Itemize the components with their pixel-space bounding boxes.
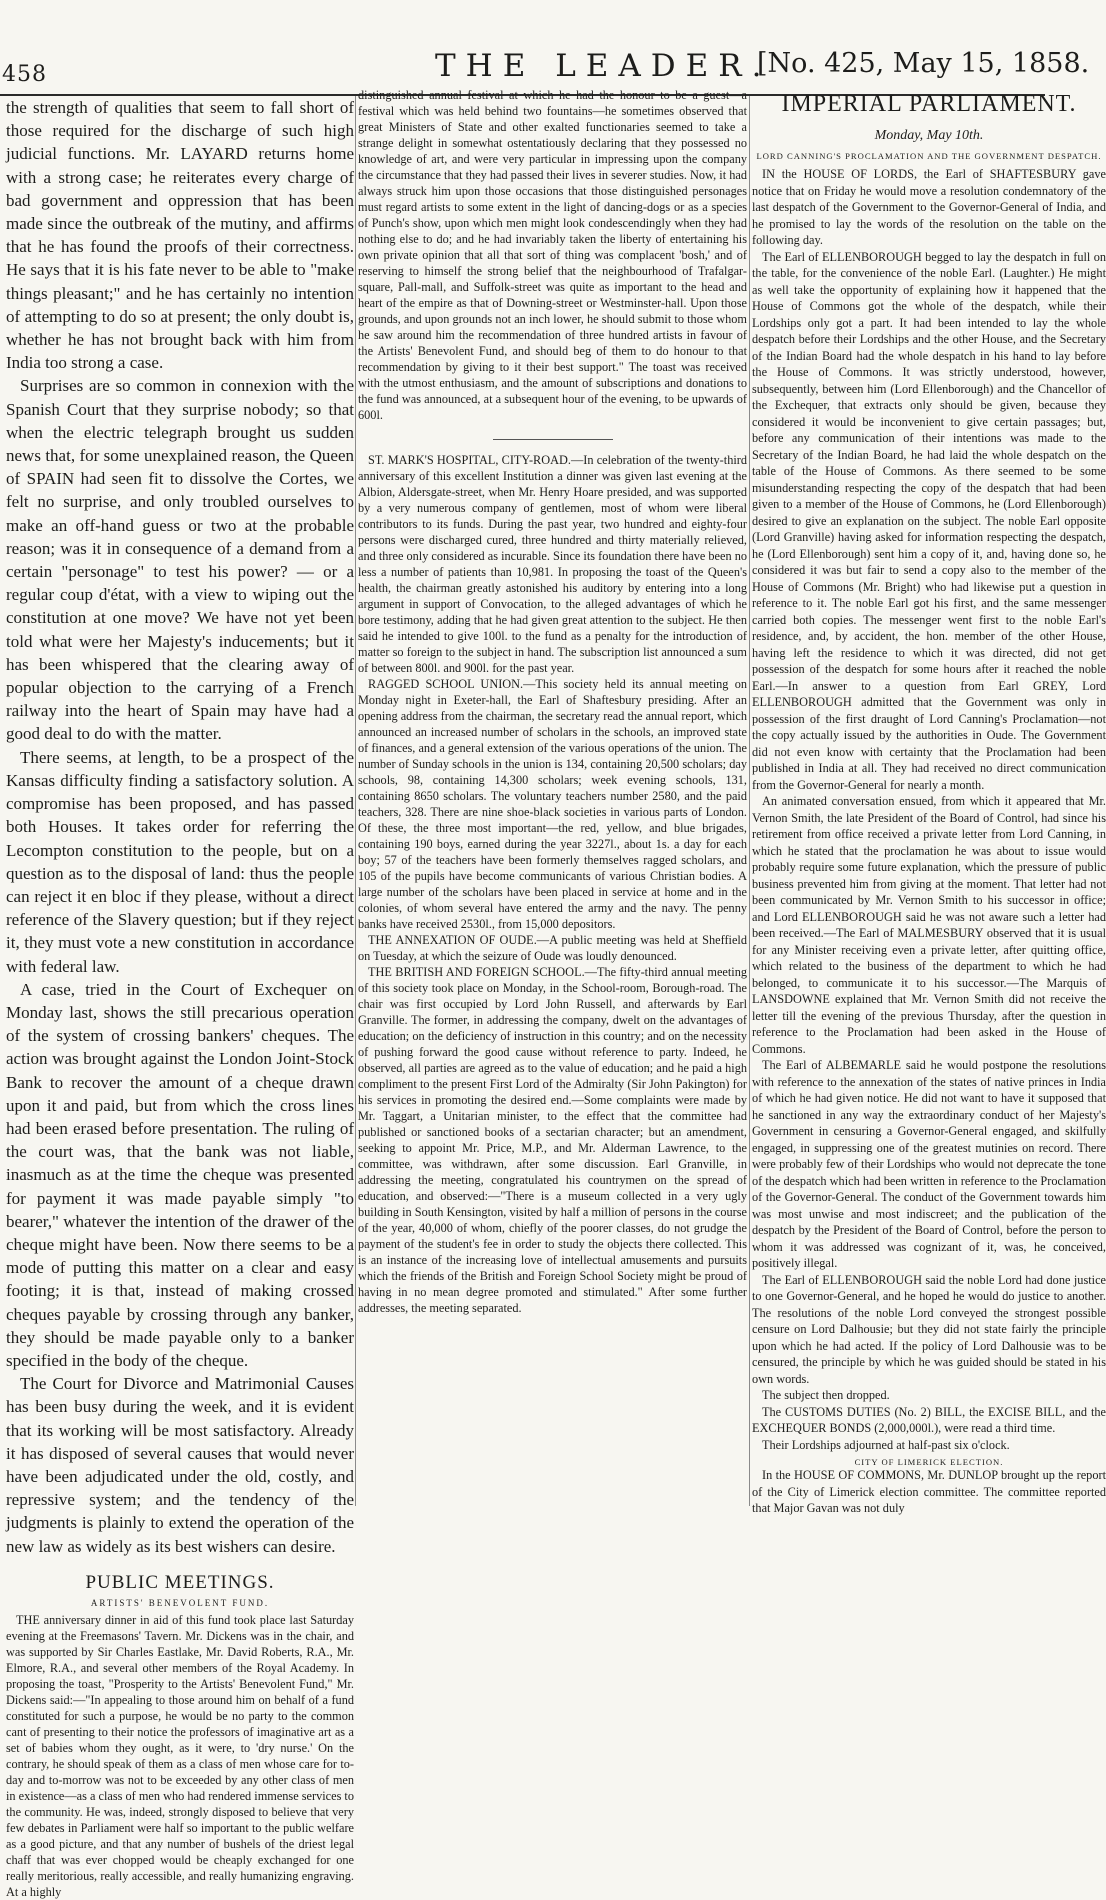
article-paragraph: THE ANNEXATION OF OUDE.—A public meeting was held at Sheffield on Tuesday, at which the seizure of Oude was loudly denounced.	[358, 933, 747, 963]
column-divider	[749, 96, 750, 1506]
section-heading-imperial-parliament: IMPERIAL PARLIAMENT.	[781, 91, 1077, 117]
page-number: 458	[2, 62, 47, 87]
article-paragraph: The CUSTOMS DUTIES (No. 2) BILL, the EXCISE BILL, and the EXCHEQUER BONDS (2,000,000l.), were read a third time.	[752, 1404, 1106, 1435]
article-paragraph: ST. MARK'S HOSPITAL, CITY-ROAD.—In celebration of the twenty-third anniversary of this excellent Institution a dinner was given last evening at the Albion, Aldersgate-street, when Mr. Henry Hoare presided, and was supported by a very numerous company of gentlemen, most of whom were liberal contributors to its funds. During the past year, two hundred and eighty-four persons were discharged cured, three hundred and thirty materially relieved, and three only considered as incurable. Since its foundation there have been no less a number of patients than 10,981. In proposing the toast of the Queen's health, the chairman greatly astonished his auditory by entering into a long argument in support of Convocation, to the alleged advantages of which he bore testimony, adding that he had given great attention to the subject. He then said he intended to give 100l. to the fund as a penalty for the introduction of matter so foreign to the subject in hand. The subscription list announced a sum of between 800l. and 900l. for the past year.	[358, 453, 747, 675]
article-paragraph: In the HOUSE OF COMMONS, Mr. DUNLOP brought up the report of the City of Limerick election committee. The committee reported that Major Gavan was not duly	[752, 1468, 1106, 1515]
article-paragraph: Their Lordships adjourned at half-past six o'clock.	[762, 1437, 1010, 1452]
article-paragraph: The Earl of ALBEMARLE said he would postpone the resolutions with reference to the annexation of the states of native princes in India of which he had given notice. He did not want to have it supposed that he sanctioned in any way the extraordinary conduct of her Majesty's Government in censuring a Governor-General engaged, and skilfully engaged, in suppressing one of the greatest mutinies on record. There were probably few of their Lordships who would not deprecate the tone of the despatch which had been written in reference to the Proclamation of the Governor-General. The conduct of the Government towards him was most unwise and most indiscreet; and the publication of the despatch by the President of the Board of Control, before the person to whom it was addressed was cognizant of it, was, he conceived, positively illegal.	[752, 1058, 1106, 1270]
section-subheading: CITY OF LIMERICK ELECTION.	[854, 1457, 1004, 1467]
article-paragraph: An animated conversation ensued, from which it appeared that Mr. Vernon Smith, the late President of the Board of Control, had since his retirement from office received a private letter from Lord Canning, in which he stated that the proclamation he was about to issue would probably require some future explanation, which the pressure of public business prevented him from giving at the moment. That letter had not been communicated by Mr. Vernon Smith to his successor in office; and Lord ELLENBOROUGH said he was not aware such a letter had been received.—The Earl of MALMESBURY observed that it is usual for any Minister receiving even a private letter, after quitting office, which related to the business of the department to which he had belonged, to communicate it to his successor.—The Marquis of LANSDOWNE explained that Mr. Vernon Smith did not receive the letter till the evening of the previous Thursday, after the question in reference to the Proclamation had been asked in the House of Commons.	[752, 794, 1106, 1056]
article-paragraph: There seems, at length, to be a prospect of the Kansas difficulty finding a satisfactory solution. A compromise has been proposed, and has passed both Houses. It takes order for referring the Lecompton constitution to the people, but on a question as to the disposal of land: thus the people can reject it en bloc if they please, without a direct reference of the Slavery question; but if they reject it, they must vote a new constitution in accordance with federal law.	[6, 747, 354, 976]
article-paragraph: The subject then dropped.	[762, 1388, 890, 1402]
column-divider	[355, 96, 356, 1506]
article-paragraph: the strength of qualities that seem to fall short of those required for the discharge of such high judicial functions. Mr. LAYARD returns home with a strong case; he reiterates every charge of bad government and oppression that has been made since the outbreak of the mutiny, and affirms that he has found the proofs of their correctness. He says that it is his fate never to be able to "make things pleasant;" and he has certainly no intention of attempting to do so at present; the only doubt is, whether he has not brought back with him from India too strong a case.	[6, 98, 354, 373]
newspaper-title: THE LEADER.	[435, 48, 772, 84]
column-1	[6, 96, 354, 1899]
article-paragraph: THE BRITISH AND FOREIGN SCHOOL.—The fifty-third annual meeting of this society took place on Monday, in the School-room, Borough-road. The chair was first occupied by Lord John Russell, and afterwards by Earl Granville. The former, in addressing the company, dwelt on the advantages of education; on the deficiency of instruction in this country; and on the necessity of pushing forward the good cause without reference to party. Indeed, he observed, all parties are agreed as to the value of education; and he paid a high compliment to the present First Lord of the Admiralty (Sir John Pakington) for his services in promoting the desired end.—Some complaints were made by Mr. Taggart, a Unitarian minister, to the effect that the committee had published or sanctioned books of a sectarian character; but an amendment, seeking to appoint Mr. Price, M.P., and Mr. Alderman Lawrence, to the committee, was withdrawn, after some discussion. Earl Granville, in addressing the meeting, congratulated his countrymen on the spread of education, and observed:—"There is a museum collected in a very ugly building in South Kensington, visited by half a million of persons in the course of the year, 40,000 of whom, chiefly of the poorer classes, do not grudge the payment of the student's fee in order to study the objects there collected. This is an instance of the increasing love of intellectual amusements and pursuits which the friends of the British and Foreign School Society might be proud of having in no mean degree promoted and stimulated." After some further addresses, the meeting separated.	[358, 965, 747, 1315]
article-paragraph: A case, tried in the Court of Exchequer on Monday last, shows the still precarious operation of the system of crossing bankers' cheques. The action was brought against the London Joint-Stock Bank to recover the amount of a cheque drawn upon it and paid, but from which the cross lines had been erased before presentation. The ruling of the court was, that the bank was not liable, inasmuch as at the time the cheque was presented for payment it was made payable simply "to bearer," whatever the intention of the drawer of the cheque might have been. Now there seems to be a mode of putting this matter on a clear and easy footing; it is that, instead of making crossed cheques payable by crossing through any banker, they should be made payable only to a banker specified in the body of the cheque.	[6, 979, 354, 1370]
column-3	[752, 87, 1106, 1515]
article-paragraph: The Earl of ELLENBOROUGH begged to lay the despatch in full on the table, for the convenience of the noble Earl. (Laughter.) He might as well take the opportunity of explaining how it happened that the House of Commons got the whole of the despatch, while their Lordships only got a part. It had been intended to lay the whole despatch before their Lordships and the other House, and the Secretary of the Indian Board had the whole despatch in his hand to lay before the House of Commons. It was strictly understood, however, subsequently, between him (Lord Ellenborough) and the Chancellor of the Exchequer, that extracts only should be given, because they considered it would be inconvenient to give certain passages; but, before any communication of their intentions was made to the Secretary of the Indian Board, he had laid the whole despatch on the table of the House of Commons. As there seemed to be some misunderstanding respecting the copy of the despatch that had been given to a member of the House of Commons, he (Lord Ellenborough) desired to give an explanation on the subject. The noble Earl opposite (Lord Granville) having asked for information respecting the despatch, he (Lord Ellenborough) sent him a copy of it, and, having done so, he considered it was but fair to send a copy also to the member of the House of Commons (Mr. Bright) who had likewise put a question in reference to it. The noble Earl got his first, and the same messenger carried both copies. The messenger went first to the noble Earl's residence, and, by accident, the hon. member of the other House, having left the residence to which it was directed, did not get possession of the despatch for some hours after it reached the noble Earl.—In answer to a question from Earl GREY, Lord ELLENBOROUGH admitted that the Government was only in possession of the first draught of Lord Canning's Proclamation—not the copy actually issued by the authorities in Oude. The Government did not even know with certainty that the Proclamation had been published in India at all. They had received no direct communication from the Governor-General for nearly a month.	[752, 249, 1106, 792]
article-paragraph: THE anniversary dinner in aid of this fund took place last Saturday evening at the Freemasons' Tavern. Mr. Dickens was in the chair, and was supported by Sir Charles Eastlake, Mr. David Roberts, R.A., Mr. Elmore, R.A., and several other members of the Royal Academy. In proposing the toast, "Prosperity to the Artists' Benevolent Fund," Mr. Dickens said:—"In appealing to those around him on behalf of a fund constituted for such a purpose, he would be no party to the common cant of presenting to their notice the professors of imaginative art as a set of babies whom they ought, as it were, to 'dry nurse.' On the contrary, he should speak of them as a class of men whose care for to-day and to-morrow was not to be exceeded by any other class of men in existence—as a class of men who had rendered immense services to the community. He was, indeed, strongly disposed to believe that very few debates in Parliament were half so important to the public welfare as a good picture, and that any number of bushels of the driest legal chaff that was ever chopped would be cheaply exchanged for one really meritorious, really accessible, and really humanizing engraving. At a highly	[6, 1612, 354, 1899]
article-paragraph: RAGGED SCHOOL UNION.—This society held its annual meeting on Monday night in Exeter-hall, the Earl of Shaftesbury presiding. After an opening address from the chairman, the secretary read the annual report, which announced an increased number of scholars in the schools, an improved state of finances, and a general extension of the various operations of the union. The number of Sunday schools in the union is 134, containing 20,500 scholars; day schools, 98, containing 14,300 scholars; week evening schools, 131, containing 8650 scholars. The voluntary teachers number 2580, and the paid teachers, 328. There are nine shoe-black societies in various parts of London. Of these, the three most important—the red, yellow, and blue brigades, containing 190 boys, earned during the year 3227l., about 1s. a day for each boy; 57 of the teachers have been formerly themselves ragged scholars, and 105 of the pupils have become communicants of various Christian bodies. A large number of the scholars have been placed in service at home and in the colonies, of whom several have entered the army and the navy. The penny banks have received 2530l., from 15,000 depositors.	[358, 677, 747, 931]
article-paragraph: Surprises are so common in connexion with the Spanish Court that they surprise nobody; so that when the electric telegraph brought us sudden news that, for some unexplained reason, the Queen of SPAIN had seen fit to dissolve the Cortes, we felt no surprise, and only troubled ourselves to make an off-hand guess or two at the probable reason; was it in consequence of a demand from a certain "personage" to test his power? — or a regular coup d'état, with a view to wiping out the constitution at one move? We have not yet been told what were her Majesty's inducements; but it has been whispered that the clearing away of popular objection to the carrying of a French railway into the heart of Spain may have had a good deal to do with the matter.	[6, 376, 354, 744]
section-divider	[493, 439, 613, 440]
masthead	[0, 40, 1106, 90]
section-subheading: LORD CANNING'S PROCLAMATION AND THE GOVERNMENT DESPATCH.	[756, 151, 1102, 161]
article-paragraph: IN the HOUSE OF LORDS, the Earl of SHAFTESBURY gave notice that on Friday he would move a resolution condemnatory of the last despatch of the Government to the Governor-General of India, and he promised to lay the words of the resolution on the table on the following day.	[752, 167, 1106, 247]
session-date: Monday, May 10th.	[874, 128, 984, 143]
article-paragraph: The Court for Divorce and Matrimonial Causes has been busy during the week, and it is evident that its working will be most satisfactory. Already it has disposed of several causes that would never have been adjudicated under the old, costly, and repressive system; and the tendency of the judgments is plainly to extend the operation of the new law as widely as its best wishers can desire.	[6, 1374, 354, 1556]
article-paragraph: The Earl of ELLENBOROUGH said the noble Lord had done justice to one Governor-General, and he hoped he would do justice to another. The resolutions of the noble Lord conveyed the strongest possible censure on Lord Dalhousie; but they did not state fairly the principle upon which he had acted. If the policy of Lord Dalhousie was to be censured, the principle by which he was guided should be stated in his own words.	[752, 1272, 1106, 1386]
section-heading-public-meetings: PUBLIC MEETINGS.	[85, 1571, 275, 1593]
article-continuation: distinguished annual festival at which he had the honour to be a guest—a festival which was held behind two fountains—he sometimes observed that great Ministers of State and other exalted functionaries seemed to take a strange delight in somewhat ostentatiously declaring that they possessed no knowledge of art, and were very particular in impressing upon the company the circumstance that they had passed their lives in severer studies. Now, it had always struck him upon those occasions that those distinguished personages must regard artists to some extent in the light of dancing-dogs or as a species of Punch's show, upon which men might look condescendingly when they had nothing else to do; and he had invariably taken the liberty of entertaining his own private opinion that all that sort of thing was complacent 'bosh,' and of reserving to himself the strong belief that the neighbourhood of Trafalgar-square, Pall-mall, and Suffolk-street was quite as important to the head and heart of the empire as that of Downing-street or Westminster-hall. Upon those grounds, and upon grounds not an inch lower, he should submit to those whom he saw around him the recommendation of three hundred artists in favour of the Artists' Benevolent Fund, and should beg of them to do honour to that recommendation by giving to it their best support." The toast was received with the utmost enthusiasm, and the amount of subscriptions and donations to the fund was announced, at a subsequent hour of the evening, to be upwards of 600l.	[358, 88, 747, 422]
issue-info: [No. 425, May 15, 1858.	[757, 48, 1090, 79]
column-2	[358, 87, 747, 1507]
section-subheading: ARTISTS' BENEVOLENT FUND.	[90, 1597, 270, 1608]
